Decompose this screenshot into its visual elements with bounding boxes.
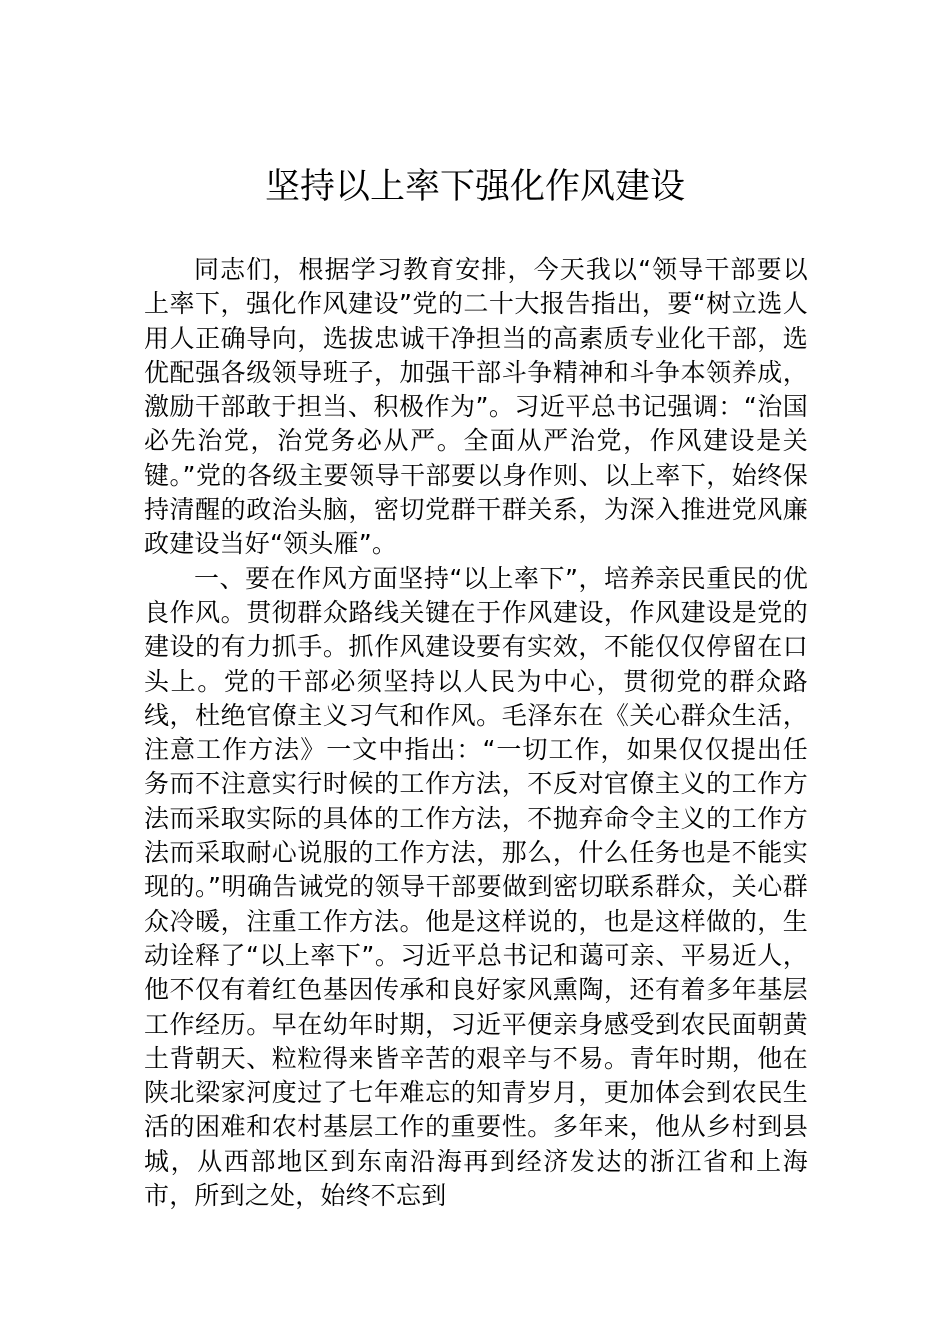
document-title: 坚持以上率下强化作风建设	[264, 167, 685, 207]
paragraph-section-one: 一、要在作风方面坚持“以上率下”，培养亲民重民的优良作风。贯彻群众路线关键在于作风建设，作风建设是党的建设的有力抓手。抓作风建设要有实效，不能仅仅停留在口头上。党的干部必须坚持以人民为中心，贯彻党的群众路线，杜绝官僚主义习气和作风。毛泽东在《关心群众生活，注意工作方法》一文中指出：“一切工作，如果仅仅提出任务而不注意实行时候的工作方法，不反对官僚主义的工作方法而采取实际的具体的工作方法，不抛弃命令主义的工作方法而采取耐心说服的工作方法，那么，什么任务也是不能实现的。”明确告诫党的领导干部要做到密切联系群众，关心群众冷暖，注重工作方法。他是这样说的，也是这样做的，生动诠释了“以上率下”。习近平总书记和蔼可亲、平易近人，他不仅有着红色基因传承和良好家风熏陶，还有着多年基层工作经历。早在幼年时期，习近平便亲身感受到农民面朝黄土背朝天、粒粒得来皆辛苦的艰辛与不易。青年时期，他在陕北梁家河度过了七年难忘的知青岁月，更加体会到农民生活的困难和农村基层工作的重要性。多年来，他从乡村到县城，从西部地区到东南沿海再到经济发达的浙江省和上海市，所到之处，始终不忘到	[144, 563, 808, 1211]
document-body	[144, 253, 808, 1213]
paragraph-intro: 同志们，根据学习教育安排，今天我以“领导干部要以上率下，强化作风建设”党的二十大报告指出，要“树立选人用人正确导向，选拔忠诚干净担当的高素质专业化干部，选优配强各级领导班子，加强干部斗争精神和斗争本领养成，激励干部敢于担当、积极作为”。习近平总书记强调：“治国必先治党，治党务必从严。全面从严治党，作风建设是关键。”党的各级主要领导干部要以身作则、以上率下，始终保持清醒的政治头脑，密切党群干群关系，为深入推进党风廉政建设当好“领头雁”。	[144, 255, 808, 559]
